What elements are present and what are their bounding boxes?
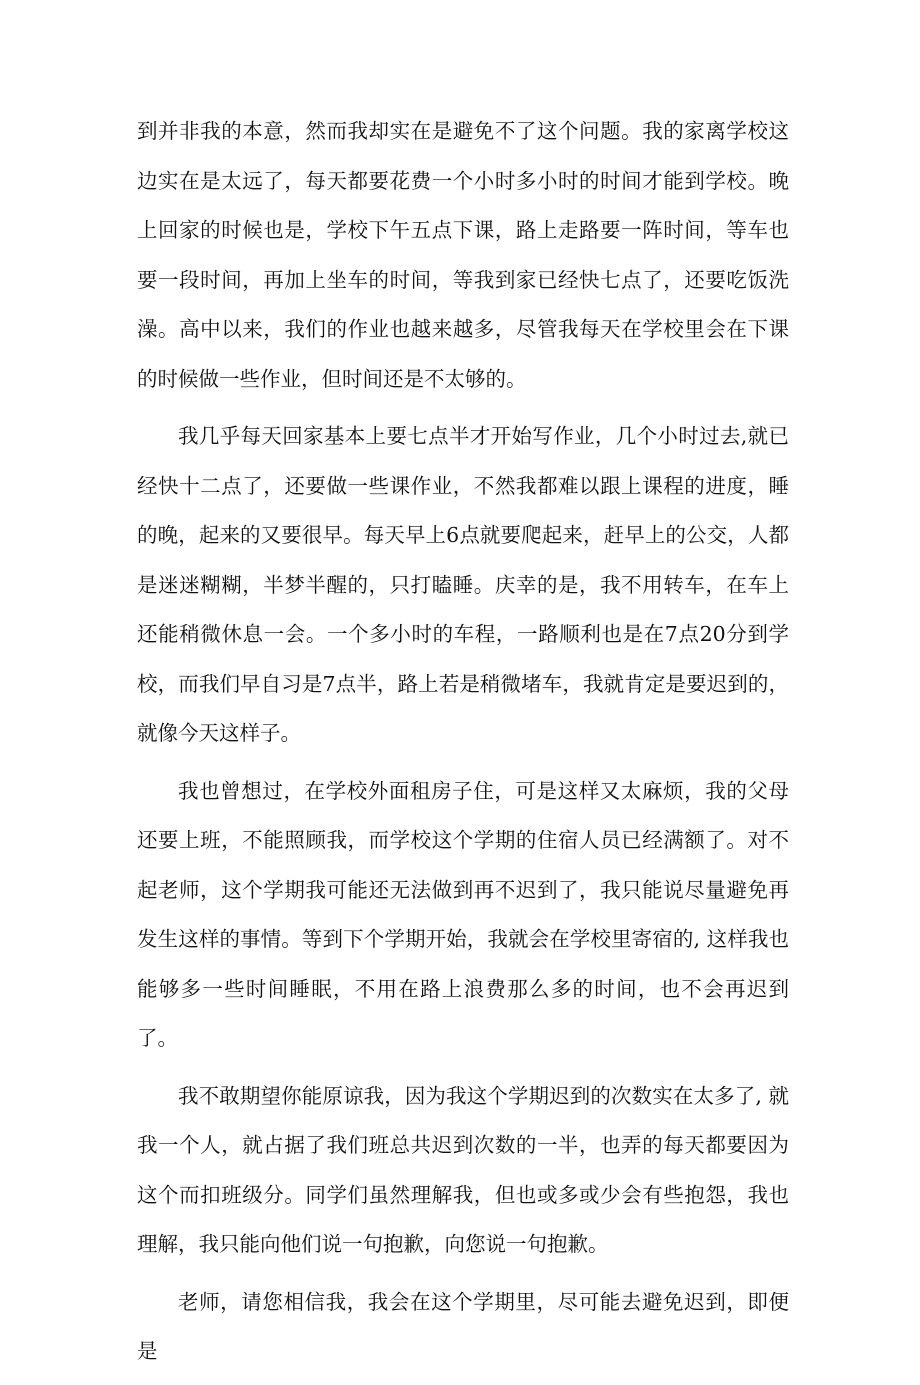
paragraph-2: 我几乎每天回家基本上要七点半才开始写作业，几个小时过去,就已经快十二点了，还要做一些课作业，不然我都难以跟上课程的进度，睡的晚，起来的又要很早。每天早上6点就要爬起来，赶早上的公交，人都是迷迷糊糊，半梦半醒的，只打瞌睡。庆幸的是，我不用转车，在车上还能稍微休息一会。一个多小时的车程，一路顺利也是在7点20分到学校，而我们早自习是7点半，路上若是稍微堵车，我就肯定是要迟到的，就像今天这样子。 [137, 424, 789, 745]
paragraph-5: 老师，请您相信我，我会在这个学期里，尽可能去避免迟到，即便是 [137, 1289, 789, 1363]
paragraph-4: 我不敢期望你能原谅我，因为我这个学期迟到的次数实在太多了, 就我一个人，就占据了我们班总共迟到次数的一半，也弄的每天都要因为这个而扣班级分。同学们虽然理解我，但也或多或少会有些抱怨，我也理解，我只能向他们说一句抱歉，向您说一句抱歉。 [137, 1083, 789, 1256]
paragraph-3: 我也曾想过，在学校外面租房子住，可是这样又太麻烦，我的父母还要上班，不能照顾我，而学校这个学期的住宿人员已经满额了。对不起老师，这个学期我可能还无法做到再不迟到了，我只能说尽量避免再发生这样的事情。等到下个学期开始，我就会在学校里寄宿的, 这样我也能够多一些时间睡眠，不用在路上浪费那么多的时间，也不会再迟到了。 [137, 778, 789, 1050]
paragraph-1: 到并非我的本意，然而我却实在是避免不了这个问题。我的家离学校这边实在是太远了，每天都要花费一个小时多小时的时间才能到学校。晚上回家的时候也是，学校下午五点下课，路上走路要一阵时间，等车也要一段时间，再加上坐车的时间，等我到家已经快七点了，还要吃饭洗澡。高中以来，我们的作业也越来越多，尽管我每天在学校里会在下课的时候做一些作业，但时间还是不太够的。 [137, 119, 789, 391]
document-body [137, 107, 789, 1385]
